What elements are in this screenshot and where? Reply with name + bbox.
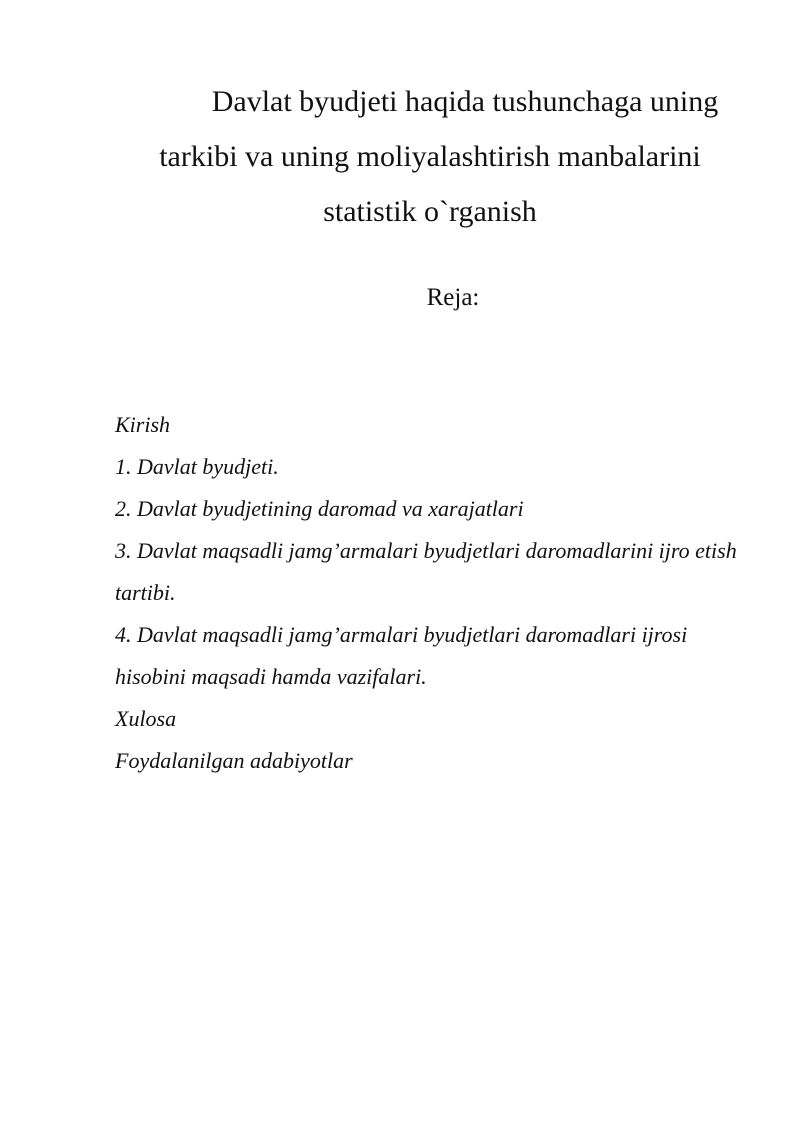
outline-item-introduction: Kirish [115, 412, 171, 437]
document-title: Davlat byudjeti haqida tushunchaga uning tarkibi va uning moliyalashtirish manbalarini statistik o`rganish [159, 85, 719, 228]
outline-item-4: 4. Davlat maqsadli jamg’armalari byudjetlari daromadlari ijrosi hisobini maqsadi hamda vazifalari. [115, 622, 688, 689]
outline-item-1: 1. Davlat byudjeti. [115, 454, 279, 479]
table-of-contents [115, 404, 755, 782]
outline-item-2: 2. Davlat byudjetining daromad va xarajatlari [115, 496, 524, 521]
plan-heading: Reja: [426, 284, 480, 311]
outline-item-3: 3. Davlat maqsadli jamg’armalari byudjetlari daromadlarini ijro etish tartibi. [115, 538, 737, 605]
outline-item-conclusion: Xulosa [115, 706, 177, 731]
outline-item-references: Foydalanilgan adabiyotlar [115, 748, 353, 773]
